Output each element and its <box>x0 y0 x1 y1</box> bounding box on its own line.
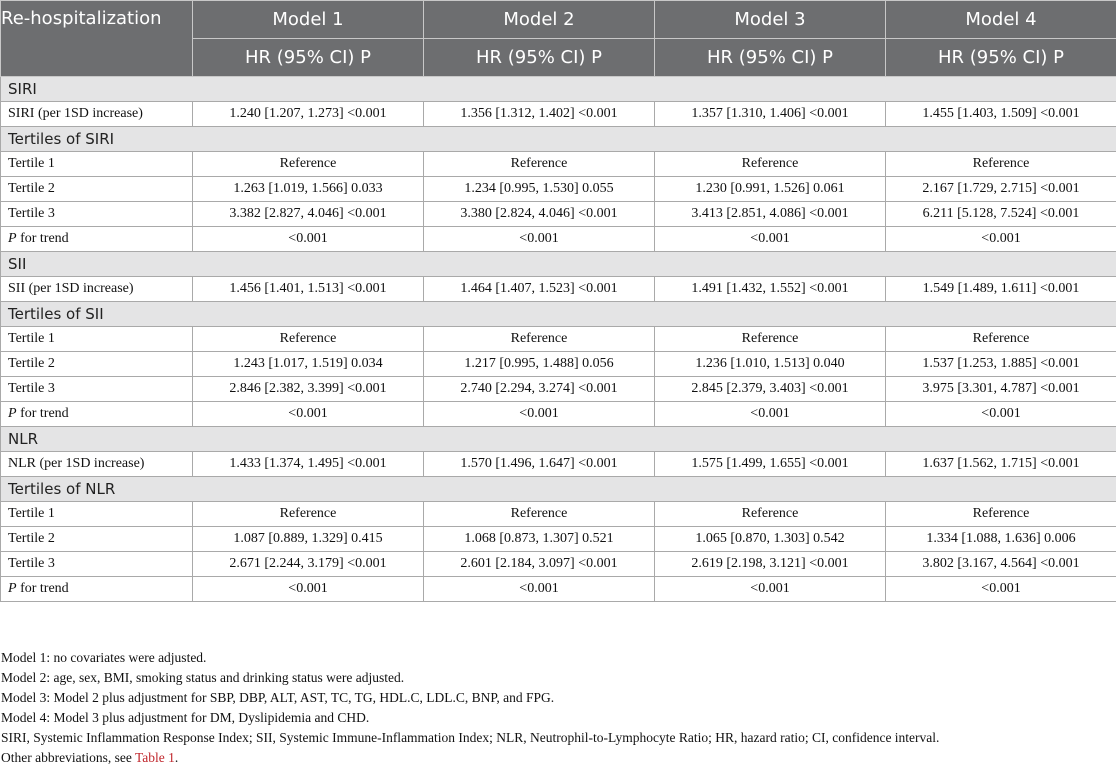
hr-cell-model-1: 1.240 [1.207, 1.273] <0.001 <box>193 102 424 127</box>
footnote-line: Model 2: age, sex, BMI, smoking status and drinking status were adjusted. <box>1 668 1111 688</box>
footnote-text: Other abbreviations, see <box>1 750 135 765</box>
table-body <box>1 77 1116 602</box>
hr-cell-model-4: 2.167 [1.729, 2.715] <0.001 <box>886 177 1116 202</box>
section-title: Tertiles of SIRI <box>1 127 1116 152</box>
row-label: SII (per 1SD increase) <box>1 277 193 302</box>
section-title: SIRI <box>1 77 1116 102</box>
model-1-subheader: HR (95% CI) P <box>193 39 424 77</box>
hr-cell-model-1: <0.001 <box>193 577 424 602</box>
section-title: SII <box>1 252 1116 277</box>
row-label: Tertile 2 <box>1 527 193 552</box>
row-label <box>1 577 193 602</box>
hr-cell-model-3: Reference <box>655 327 886 352</box>
hr-cell-model-4: Reference <box>886 152 1116 177</box>
hr-cell-model-1: <0.001 <box>193 227 424 252</box>
section-header-row <box>1 427 1116 452</box>
hr-cell-model-3: Reference <box>655 502 886 527</box>
p-italic: P <box>8 406 17 421</box>
hr-cell-model-1: 1.433 [1.374, 1.495] <0.001 <box>193 452 424 477</box>
hr-cell-model-2: 1.356 [1.312, 1.402] <0.001 <box>424 102 655 127</box>
section-header-row <box>1 252 1116 277</box>
table-row <box>1 327 1116 352</box>
hr-cell-model-4: 1.334 [1.088, 1.636] 0.006 <box>886 527 1116 552</box>
hr-cell-model-3: <0.001 <box>655 402 886 427</box>
hr-cell-model-3: 1.236 [1.010, 1.513] 0.040 <box>655 352 886 377</box>
hr-cell-model-3: 2.619 [2.198, 3.121] <0.001 <box>655 552 886 577</box>
table-row <box>1 402 1116 427</box>
section-header-row <box>1 127 1116 152</box>
hr-cell-model-2: 1.234 [0.995, 1.530] 0.055 <box>424 177 655 202</box>
hr-cell-model-4: Reference <box>886 502 1116 527</box>
table-row <box>1 377 1116 402</box>
footnote-line: SIRI, Systemic Inflammation Response Index; SII, Systemic Immune-Inflammation Index; NLR, Neutrophil-to-Lymphocyte Ratio; HR, hazard ratio; CI, confidence interval. <box>1 728 1111 748</box>
hr-cell-model-1: 2.846 [2.382, 3.399] <0.001 <box>193 377 424 402</box>
table-row <box>1 527 1116 552</box>
footnote-line: Model 3: Model 2 plus adjustment for SBP, DBP, ALT, AST, TC, TG, HDL.C, LDL.C, BNP, and FPG. <box>1 688 1111 708</box>
section-header-row <box>1 77 1116 102</box>
for-trend-text: for trend <box>17 406 69 421</box>
hr-cell-model-3: 1.357 [1.310, 1.406] <0.001 <box>655 102 886 127</box>
table-row <box>1 577 1116 602</box>
row-label: Tertile 2 <box>1 177 193 202</box>
row-label: Tertile 1 <box>1 152 193 177</box>
row-label: Tertile 1 <box>1 327 193 352</box>
hr-cell-model-2: 3.380 [2.824, 4.046] <0.001 <box>424 202 655 227</box>
row-label: Tertile 3 <box>1 202 193 227</box>
section-title: NLR <box>1 427 1116 452</box>
table-1-link[interactable]: Table 1 <box>135 750 175 765</box>
corner-header: Re-hospitalization <box>1 1 193 77</box>
footnote-line <box>1 748 1111 768</box>
hr-cell-model-3: 1.491 [1.432, 1.552] <0.001 <box>655 277 886 302</box>
hr-cell-model-4: 1.537 [1.253, 1.885] <0.001 <box>886 352 1116 377</box>
hr-cell-model-3: 2.845 [2.379, 3.403] <0.001 <box>655 377 886 402</box>
hr-cell-model-4: <0.001 <box>886 402 1116 427</box>
table-footnotes <box>1 648 1111 768</box>
hr-cell-model-2: <0.001 <box>424 402 655 427</box>
hr-cell-model-4: 3.802 [3.167, 4.564] <0.001 <box>886 552 1116 577</box>
hr-cell-model-2: <0.001 <box>424 227 655 252</box>
hr-cell-model-1: 3.382 [2.827, 4.046] <0.001 <box>193 202 424 227</box>
hr-cell-model-3: 3.413 [2.851, 4.086] <0.001 <box>655 202 886 227</box>
hr-cell-model-2: 1.570 [1.496, 1.647] <0.001 <box>424 452 655 477</box>
table-row <box>1 152 1116 177</box>
hr-cell-model-2: 2.601 [2.184, 3.097] <0.001 <box>424 552 655 577</box>
hr-cell-model-2: <0.001 <box>424 577 655 602</box>
hr-cell-model-2: Reference <box>424 152 655 177</box>
section-header-row <box>1 302 1116 327</box>
hr-cell-model-1: 1.243 [1.017, 1.519] 0.034 <box>193 352 424 377</box>
table-row <box>1 352 1116 377</box>
table-row <box>1 502 1116 527</box>
section-title: Tertiles of SII <box>1 302 1116 327</box>
hr-cell-model-1: <0.001 <box>193 402 424 427</box>
row-label: Tertile 2 <box>1 352 193 377</box>
for-trend-text: for trend <box>17 231 69 246</box>
row-label <box>1 402 193 427</box>
hr-cell-model-1: Reference <box>193 327 424 352</box>
row-label: NLR (per 1SD increase) <box>1 452 193 477</box>
hr-cell-model-2: Reference <box>424 502 655 527</box>
p-italic: P <box>8 581 17 596</box>
hr-cell-model-4: 6.211 [5.128, 7.524] <0.001 <box>886 202 1116 227</box>
model-2-header: Model 2 <box>424 1 655 39</box>
hr-cell-model-4: Reference <box>886 327 1116 352</box>
model-4-header: Model 4 <box>886 1 1116 39</box>
hr-cell-model-2: 2.740 [2.294, 3.274] <0.001 <box>424 377 655 402</box>
row-label: Tertile 1 <box>1 502 193 527</box>
section-title: Tertiles of NLR <box>1 477 1116 502</box>
hr-cell-model-2: 1.464 [1.407, 1.523] <0.001 <box>424 277 655 302</box>
footnote-line: Model 4: Model 3 plus adjustment for DM, Dyslipidemia and CHD. <box>1 708 1111 728</box>
hr-cell-model-3: Reference <box>655 152 886 177</box>
hr-cell-model-4: <0.001 <box>886 227 1116 252</box>
row-label: SIRI (per 1SD increase) <box>1 102 193 127</box>
table-row <box>1 277 1116 302</box>
for-trend-text: for trend <box>17 581 69 596</box>
row-label <box>1 227 193 252</box>
hr-cell-model-4: 3.975 [3.301, 4.787] <0.001 <box>886 377 1116 402</box>
hr-cell-model-4: 1.637 [1.562, 1.715] <0.001 <box>886 452 1116 477</box>
hr-cell-model-1: Reference <box>193 152 424 177</box>
hr-cell-model-4: <0.001 <box>886 577 1116 602</box>
hr-cell-model-4: 1.455 [1.403, 1.509] <0.001 <box>886 102 1116 127</box>
table-row <box>1 552 1116 577</box>
model-2-subheader: HR (95% CI) P <box>424 39 655 77</box>
model-4-subheader: HR (95% CI) P <box>886 39 1116 77</box>
hr-cell-model-2: 1.068 [0.873, 1.307] 0.521 <box>424 527 655 552</box>
table-row <box>1 452 1116 477</box>
footnote-period: . <box>175 750 178 765</box>
table-row <box>1 102 1116 127</box>
hr-cell-model-3: 1.065 [0.870, 1.303] 0.542 <box>655 527 886 552</box>
hr-cell-model-3: 1.575 [1.499, 1.655] <0.001 <box>655 452 886 477</box>
model-3-header: Model 3 <box>655 1 886 39</box>
hr-cell-model-1: 1.263 [1.019, 1.566] 0.033 <box>193 177 424 202</box>
row-label: Tertile 3 <box>1 552 193 577</box>
hr-cell-model-3: <0.001 <box>655 577 886 602</box>
row-label: Tertile 3 <box>1 377 193 402</box>
hr-cell-model-3: <0.001 <box>655 227 886 252</box>
hr-cell-model-1: Reference <box>193 502 424 527</box>
section-header-row <box>1 477 1116 502</box>
model-1-header: Model 1 <box>193 1 424 39</box>
hr-cell-model-3: 1.230 [0.991, 1.526] 0.061 <box>655 177 886 202</box>
table-row <box>1 202 1116 227</box>
hr-cell-model-4: 1.549 [1.489, 1.611] <0.001 <box>886 277 1116 302</box>
table-row <box>1 227 1116 252</box>
p-italic: P <box>8 231 17 246</box>
footnote-line: Model 1: no covariates were adjusted. <box>1 648 1111 668</box>
table-row <box>1 177 1116 202</box>
hr-cell-model-2: Reference <box>424 327 655 352</box>
hr-cell-model-1: 2.671 [2.244, 3.179] <0.001 <box>193 552 424 577</box>
hr-cell-model-1: 1.087 [0.889, 1.329] 0.415 <box>193 527 424 552</box>
model-3-subheader: HR (95% CI) P <box>655 39 886 77</box>
hr-cell-model-2: 1.217 [0.995, 1.488] 0.056 <box>424 352 655 377</box>
hr-cell-model-1: 1.456 [1.401, 1.513] <0.001 <box>193 277 424 302</box>
